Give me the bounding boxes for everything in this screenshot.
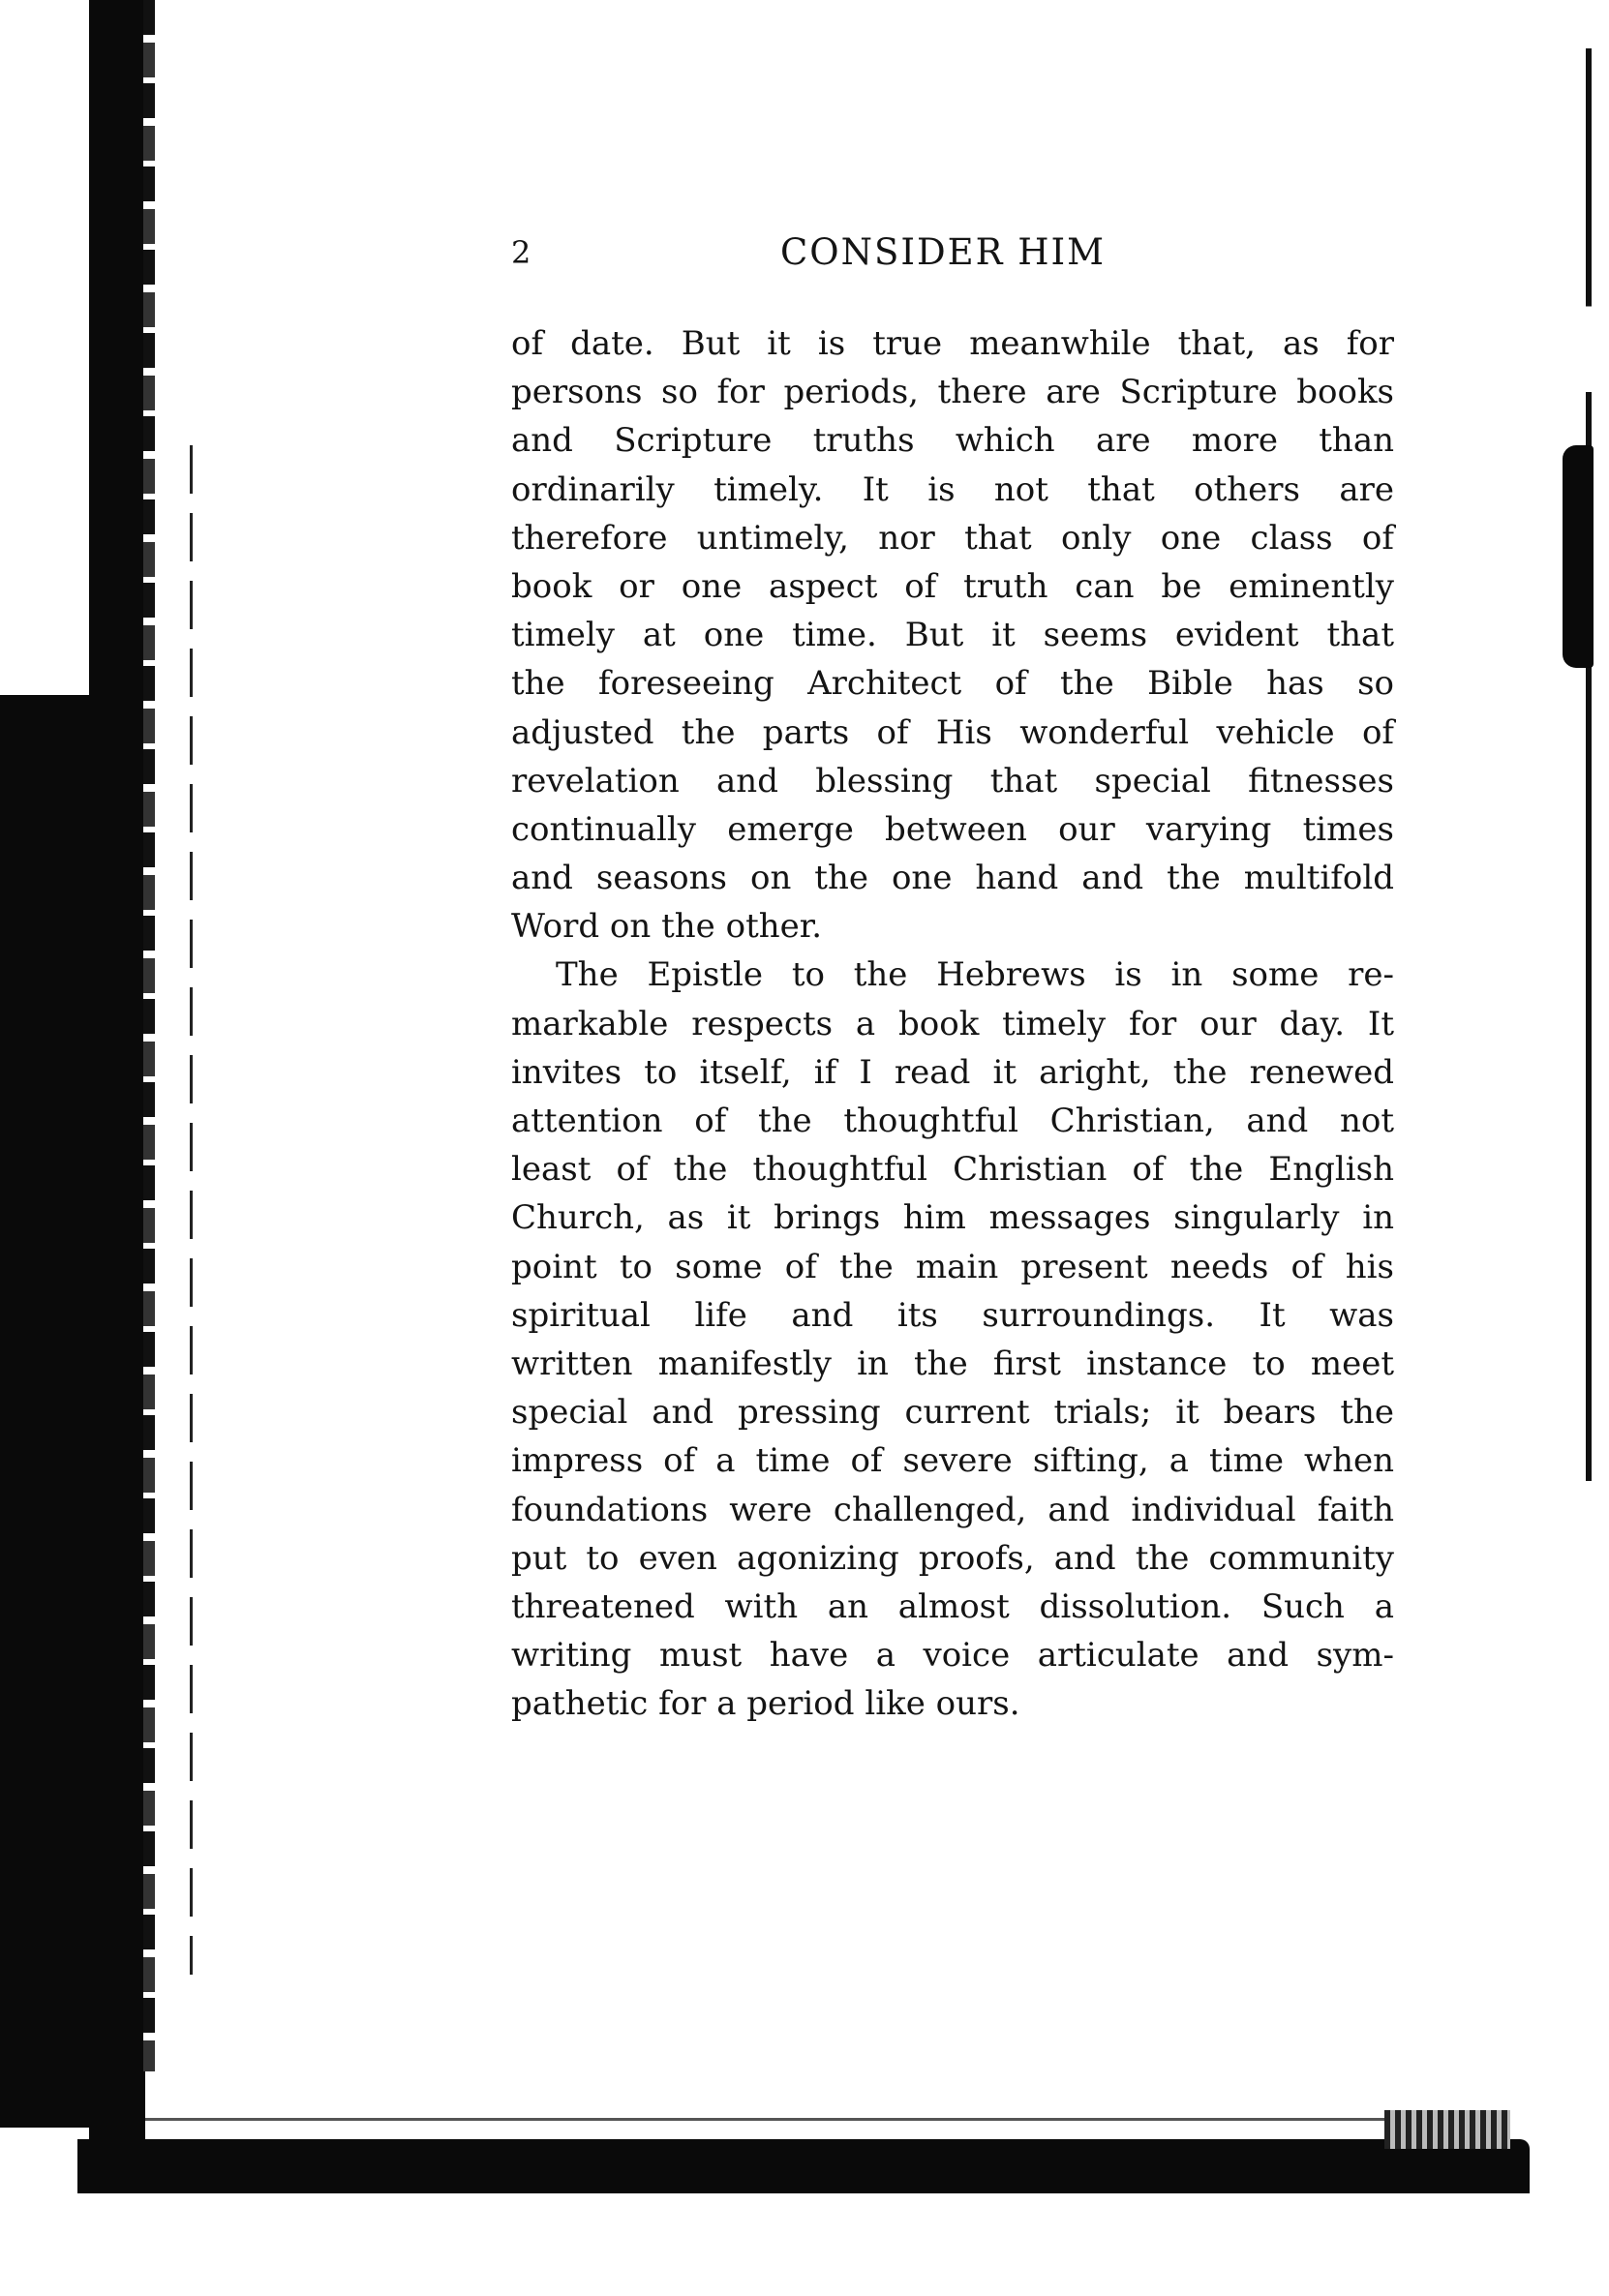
scan-edge-bottom-line — [145, 2118, 1501, 2121]
text-line: The Epistle to the Hebrews is in some re- — [556, 955, 1394, 995]
text-line: adjusted the parts of His wonderful vehicle of — [511, 712, 1394, 752]
text-line: and Scripture truths which are more than — [511, 421, 1394, 461]
text-line: threatened with an almost dissolution. Such a — [511, 1586, 1394, 1626]
scan-edge-right — [1586, 48, 1592, 1481]
text-line: the foreseeing Architect of the Bible has so — [511, 664, 1394, 704]
text-line: impress of a time of severe sifting, a time when — [511, 1441, 1394, 1481]
scan-edge-left-block — [0, 695, 93, 2128]
scan-edge-left-hairline — [190, 445, 193, 1975]
text-line: therefore untimely, nor that only one class of — [511, 518, 1394, 558]
text-line: revelation and blessing that special fitnesses — [511, 761, 1394, 801]
text-line: book or one aspect of truth can be eminently — [511, 566, 1394, 606]
scan-edge-right-smudge — [1563, 445, 1594, 668]
scan-edge-left-fringe — [143, 0, 155, 2071]
running-title: CONSIDER HIM — [780, 231, 1107, 273]
body-text — [511, 319, 1394, 1728]
text-line: foundations were challenged, and individual faith — [511, 1490, 1394, 1529]
scan-edge-bottom-right-noise — [1384, 2110, 1510, 2149]
text-line: least of the thoughtful Christian of the English — [511, 1150, 1394, 1190]
paragraph-2 — [511, 951, 1394, 1728]
text-line: Word on the other. — [511, 907, 823, 947]
paragraph-1 — [511, 319, 1394, 951]
text-line: ordinarily timely. It is not that others are — [511, 469, 1394, 509]
page-number: 2 — [511, 234, 531, 271]
text-line: writing must have a voice articulate and sym- — [511, 1636, 1394, 1676]
text-line: written manifestly in the first instance to meet — [511, 1344, 1394, 1383]
text-line: invites to itself, if I read it aright, the renewed — [511, 1052, 1394, 1092]
text-line: special and pressing current trials; it bears the — [511, 1393, 1394, 1433]
scan-edge-left — [89, 0, 145, 2178]
text-line: markable respects a book timely for our day. It — [511, 1004, 1394, 1043]
running-head — [511, 228, 1413, 277]
text-line: point to some of the main present needs of his — [511, 1247, 1394, 1286]
text-line: persons so for periods, there are Scripture books — [511, 373, 1394, 412]
text-line: spiritual life and its surroundings. It was — [511, 1295, 1394, 1335]
text-line: timely at one time. But it seems evident that — [511, 616, 1394, 655]
text-line: put to even agonizing proofs, and the community — [511, 1538, 1394, 1578]
text-line: pathetic for a period like ours. — [511, 1684, 1020, 1724]
text-line: Church, as it brings him messages singularly in — [511, 1198, 1394, 1238]
scan-edge-bottom — [77, 2139, 1530, 2193]
text-line: of date. But it is true meanwhile that, as for — [511, 324, 1394, 363]
text-line: and seasons on the one hand and the multifold — [511, 859, 1394, 898]
text-line: continually emerge between our varying times — [511, 809, 1394, 849]
text-line: attention of the thoughtful Christian, and not — [511, 1102, 1394, 1140]
